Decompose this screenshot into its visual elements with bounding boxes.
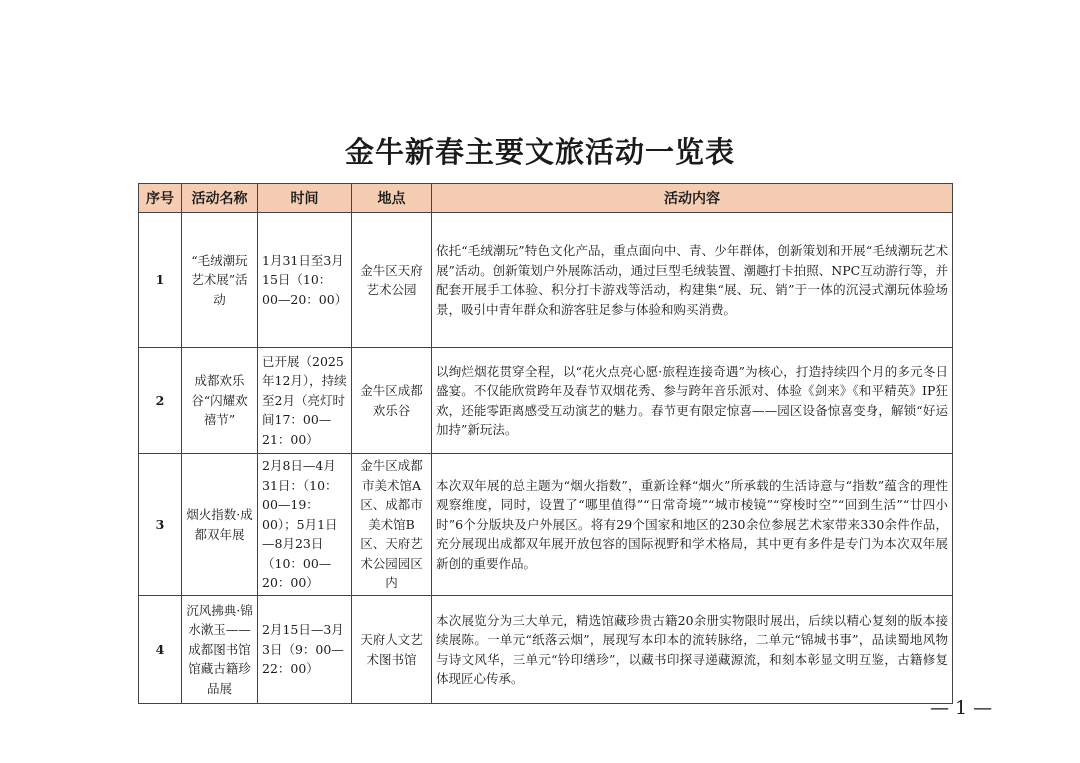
row-time: 1月31日至3月15日（10：00—20：00） — [258, 213, 352, 348]
row-location: 金牛区成都市美术馆A区、成都市美术馆B区、天府艺术公园园区内 — [352, 454, 432, 596]
row-location: 天府人文艺术图书馆 — [352, 596, 432, 704]
row-content: 以绚烂烟花贯穿全程，以“花火点亮心愿·旅程连接奇遇”为核心，打造持续四个月的多元冬日盛宴。不仅能欣赏跨年及春节双烟花秀、参与跨年音乐派对、体验《剑来》《和平精英》IP狂欢，还能零距离感受互动演艺的魅力。春节更有限定惊喜——园区设备惊喜变身，解锁“好运加持”新玩法。 — [432, 348, 953, 454]
row-activity-name: 成都欢乐谷“闪耀欢禧节” — [182, 348, 258, 454]
header-content: 活动内容 — [432, 184, 953, 213]
activity-table — [138, 183, 953, 704]
row-content: 本次双年展的总主题为“烟火指数”，重新诠释“烟火”所承载的生活诗意与“指数”蕴含的理性观察维度，同时，设置了“哪里值得”“日常奇境”“城市棱镜”“穿梭时空”“回到生活”“廿四小时”6个分版块及户外展区。将有29个国家和地区的230余位参展艺术家带来330余件作品，充分展现出成都双年展开放包容的国际视野和学术格局，其中更有多件是专门为本次双年展新创的重要作品。 — [432, 454, 953, 596]
row-index: 1 — [139, 213, 182, 348]
row-location: 金牛区成都欢乐谷 — [352, 348, 432, 454]
row-activity-name: 烟火指数·成都双年展 — [182, 454, 258, 596]
row-content: 本次展览分为三大单元，精选馆藏珍贵古籍20余册实物限时展出，后续以精心复刻的版本接续展陈。一单元“纸落云烟”，展现写本印本的流转脉络，二单元“锦城书事”，品读蜀地风物与诗文风华，三单元“钤印缮珍”，以藏书印探寻递藏源流，和刻本彰显文明互鉴，古籍修复体现匠心传承。 — [432, 596, 953, 704]
table-row — [139, 454, 953, 596]
header-index: 序号 — [139, 184, 182, 213]
header-time: 时间 — [258, 184, 352, 213]
row-content: 依托“毛绒潮玩”特色文化产品，重点面向中、青、少年群体，创新策划和开展“毛绒潮玩艺术展”活动。创新策划户外展陈活动，通过巨型毛绒装置、潮趣打卡拍照、NPC互动游行等，并配套开展手工体验、积分打卡游戏等活动，构建集“展、玩、销”于一体的沉浸式潮玩体验场景，吸引中青年群众和游客驻足参与体验和购买消费。 — [432, 213, 953, 348]
table-header-row — [139, 184, 953, 213]
row-index: 4 — [139, 596, 182, 704]
header-activity-name: 活动名称 — [182, 184, 258, 213]
table-row — [139, 213, 953, 348]
row-time: 已开展（2025年12月），持续至2月（亮灯时间17：00—21：00） — [258, 348, 352, 454]
row-index: 3 — [139, 454, 182, 596]
header-location: 地点 — [352, 184, 432, 213]
row-time: 2月15日—3月3日（9：00—22：00） — [258, 596, 352, 704]
table-row — [139, 596, 953, 704]
page-number: — 1 — — [930, 697, 993, 719]
page-title: 金牛新春主要文旅活动一览表 — [344, 135, 735, 169]
row-activity-name: 沉风拂典·锦水漱玉——成都图书馆馆藏古籍珍品展 — [182, 596, 258, 704]
row-location: 金牛区天府艺术公园 — [352, 213, 432, 348]
row-activity-name: “毛绒潮玩艺术展”活动 — [182, 213, 258, 348]
table-row — [139, 348, 953, 454]
row-time: 2月8日—4月31日：（10：00—19：00）；5月1日—8月23日（10：00—20：00） — [258, 454, 352, 596]
row-index: 2 — [139, 348, 182, 454]
